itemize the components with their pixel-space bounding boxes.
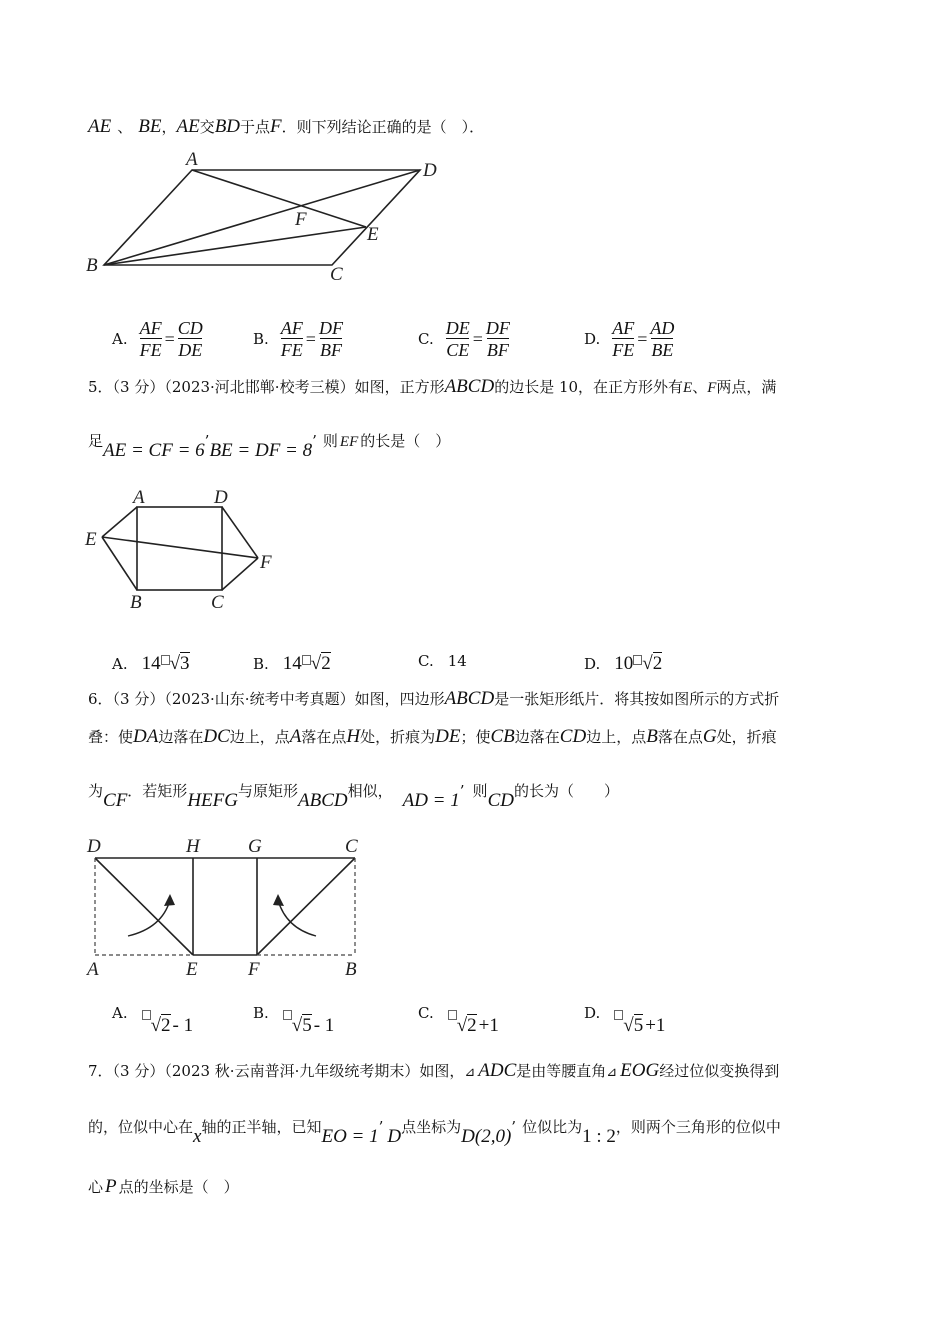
q4-option-a-label: A. xyxy=(112,330,128,348)
q4-label-b: B xyxy=(86,255,98,276)
q5-d-rad: 2 xyxy=(652,653,663,674)
q4-yudian: 于点 xyxy=(240,118,271,136)
q5-e: E xyxy=(683,380,693,396)
q5-a-coef: 14 xyxy=(141,653,161,674)
q6-fold-de xyxy=(95,858,193,955)
q6-d-root-icon: √ xyxy=(623,1015,634,1036)
q6-yu: 与原矩形 xyxy=(237,782,298,800)
q5-sep: 、 xyxy=(692,378,708,396)
q4-line-be xyxy=(104,227,366,265)
q6-line2-seg: G xyxy=(702,726,717,747)
q5-b-rad: 2 xyxy=(321,653,331,674)
q6-line2 xyxy=(88,726,777,748)
q6-line2-seg: 叠：使 xyxy=(88,728,134,746)
q5-zu: 足 xyxy=(88,432,104,450)
q6-abcd2: ABCD xyxy=(297,790,348,811)
q5-option-a[interactable] xyxy=(112,652,190,675)
q4-d-frac2: $\frac{AD}{BE}$ xyxy=(650,318,675,360)
q6-c-tail: +1 xyxy=(478,1015,499,1036)
q5-option-d[interactable] xyxy=(584,652,662,675)
q6-cf: CF xyxy=(103,790,128,811)
q6-line1-b: 是一张矩形纸片．将其按如图所示的方式折 xyxy=(494,690,780,708)
q5-option-d-label: D. xyxy=(584,655,601,673)
q4-a-eq: = xyxy=(164,328,175,349)
q6-d-missing-glyph-icon xyxy=(614,1010,623,1020)
q5-comma: ’ xyxy=(204,432,210,450)
q7-triangle-icon: ⊿ xyxy=(464,1064,476,1079)
q6-d-tail: +1 xyxy=(645,1015,666,1036)
q6-arrow-left-icon xyxy=(128,900,170,936)
q6-option-b-label: B. xyxy=(253,1004,269,1022)
q6-line2-seg: ；使 xyxy=(460,728,491,746)
q5-text2: 的边长是 10，在正方形外有 xyxy=(494,378,684,396)
q7-eo: EO = 1 xyxy=(321,1126,379,1147)
q4-label-e: E xyxy=(367,224,379,245)
q6-ze: 则 xyxy=(472,782,488,800)
q6-label-e: E xyxy=(186,959,198,980)
q4-d-frac1: $\frac{AF}{FE}$ xyxy=(612,318,635,360)
q5-line2 xyxy=(88,430,451,461)
q5-a-missing-glyph-icon xyxy=(161,655,170,665)
q5-line-cf xyxy=(222,558,258,590)
q7-comma2: ’ xyxy=(511,1118,517,1136)
q6-c-missing-glyph-icon xyxy=(448,1010,457,1020)
q6-a-tail: - 1 xyxy=(172,1015,194,1036)
q5-label-a: A xyxy=(133,487,145,508)
q6-ad: AD = 1 xyxy=(402,790,460,811)
q6-line2-seg: 处，折痕 xyxy=(716,728,777,746)
q6-line2-seg: 边落在 xyxy=(514,728,560,746)
q6-xiangsi: 相似， xyxy=(347,782,393,800)
q4-line-bd xyxy=(104,170,420,265)
q6-line2-seg: H xyxy=(346,726,361,747)
q5-cond2: BE = DF = 8 xyxy=(209,440,313,461)
q4-jiao: 交 xyxy=(199,118,215,136)
q5-square xyxy=(137,507,222,590)
q6-option-d[interactable] xyxy=(584,1004,666,1036)
q4-label-c: C xyxy=(330,264,343,285)
q7-ratio: 1 : 2 xyxy=(582,1126,616,1147)
q6-figure xyxy=(80,832,380,984)
q5-cond1: AE = CF = 6 xyxy=(103,440,205,461)
q4-ae2: AE xyxy=(176,116,200,137)
q6-cd: CD xyxy=(487,790,514,811)
q6-hefg: HEFG xyxy=(187,790,238,811)
q5-option-a-label: A. xyxy=(112,655,128,673)
q4-a-frac2: $\frac{CD}{DE}$ xyxy=(177,318,203,360)
q6-line2-seg: 落在点 xyxy=(657,728,703,746)
q6-line2-seg: DA xyxy=(133,726,159,747)
q6-b-missing-glyph-icon xyxy=(283,1010,292,1020)
q6-line2-seg: CD xyxy=(559,726,587,747)
q5-abcd: ABCD xyxy=(444,376,495,397)
q4-b-frac2: $\frac{DF}{BF}$ xyxy=(318,318,343,360)
q4-sep: 、 xyxy=(117,118,133,136)
q6-a-missing-glyph-icon xyxy=(142,1010,151,1020)
q4-c-eq: = xyxy=(472,328,483,349)
q5-text4: 则 xyxy=(322,432,338,450)
q4-option-a[interactable] xyxy=(112,318,203,360)
q5-line-ea xyxy=(102,507,137,537)
q6-option-a[interactable] xyxy=(112,1004,194,1036)
q6-fold-cf xyxy=(257,858,355,955)
q5-a-root-icon: √ xyxy=(169,653,181,674)
q6-wei: 为 xyxy=(88,782,104,800)
q6-option-a-label: A. xyxy=(112,1004,128,1022)
q6-line2-seg: 边落在 xyxy=(158,728,204,746)
q5-b-coef: 14 xyxy=(282,653,302,674)
q5-line1 xyxy=(88,376,776,398)
q5-label-e: E xyxy=(85,529,97,550)
q6-line2-seg: 边上，点 xyxy=(586,728,647,746)
q6-label-d: D xyxy=(87,836,101,857)
q6-line2-seg: DC xyxy=(203,726,230,747)
q7-line2 xyxy=(88,1116,781,1147)
q7-triangle2-icon: ⊿ xyxy=(606,1064,618,1079)
q7-line1-c: 经过位似变换得到 xyxy=(659,1062,780,1080)
q6-b-root-icon: √ xyxy=(291,1015,303,1036)
q5-line-ef xyxy=(102,537,258,558)
q5-d-coef: 10 xyxy=(614,653,634,674)
q7-ask: 点的坐标是（ ） xyxy=(118,1178,239,1196)
q5-a-rad: 3 xyxy=(180,653,190,674)
q6-label-a: A xyxy=(87,959,99,980)
q6-c-rad: 2 xyxy=(467,1015,477,1036)
q6-option-c-label: C. xyxy=(418,1004,434,1022)
q5-option-b[interactable] xyxy=(253,652,331,675)
q6-line3 xyxy=(88,780,619,811)
q6-ask: 的长为（ ） xyxy=(513,782,619,800)
q6-arrowhead-right-icon xyxy=(273,894,284,906)
q4-ae: AE xyxy=(88,116,112,137)
q6-line2-seg: B xyxy=(646,726,658,747)
q4-ask: ．则下列结论正确的是（ ）． xyxy=(281,118,485,136)
q4-c-frac2: $\frac{DF}{BF}$ xyxy=(485,318,510,360)
q5-label-d: D xyxy=(214,487,228,508)
q4-b-frac1: $\frac{AF}{FE}$ xyxy=(280,318,303,360)
q6-c-root-icon: √ xyxy=(456,1015,468,1036)
q4-a-frac1: $\frac{AF}{FE}$ xyxy=(139,318,162,360)
q4-d-eq: = xyxy=(637,328,648,349)
q7-line3 xyxy=(88,1176,239,1198)
q7-adc: ADC xyxy=(478,1060,517,1081)
q4-label-d: D xyxy=(423,160,437,181)
q5-figure xyxy=(80,485,290,615)
q5-f: F xyxy=(707,380,717,396)
q6-label-c: C xyxy=(345,836,358,857)
q6-label-f: F xyxy=(248,959,260,980)
q7-comma: ’ xyxy=(378,1118,384,1136)
q6-option-d-label: D. xyxy=(584,1004,601,1022)
q5-b-missing-glyph-icon xyxy=(302,655,311,665)
q4-bd: BD xyxy=(214,116,241,137)
q6-line2-seg: 处，折痕为 xyxy=(360,728,436,746)
q5-b-root-icon: √ xyxy=(310,653,322,674)
q7-xin: 心 xyxy=(88,1178,104,1196)
q4-b-eq: = xyxy=(305,328,316,349)
q4-line-ae xyxy=(192,170,366,227)
q4-option-c[interactable] xyxy=(418,318,510,360)
q7-line2-a: 的，位似中心在 xyxy=(88,1118,194,1136)
q6-d-rad: 5 xyxy=(633,1015,644,1036)
q6-ruo: ．若矩形 xyxy=(127,782,188,800)
q7-line2-c: 点坐标为 xyxy=(401,1118,462,1136)
q4-comma: ， xyxy=(161,118,177,136)
q6-option-b[interactable] xyxy=(253,1004,335,1036)
q4-label-f: F xyxy=(295,209,307,230)
q5-d-missing-glyph-icon xyxy=(633,655,642,665)
q4-option-c-label: C. xyxy=(418,330,434,348)
q6-head: 6．（3 分）（2023·山东·统考中考真题）如图，四边形 xyxy=(88,690,445,708)
q5-option-c-label: C. xyxy=(418,652,434,670)
q4-f: F xyxy=(270,116,282,137)
q6-arrowhead-left-icon xyxy=(164,894,175,906)
q6-option-c[interactable] xyxy=(418,1004,499,1036)
q5-comma2: ’ xyxy=(312,432,317,450)
q6-line2-seg: 边上，点 xyxy=(229,728,290,746)
q5-text3: 两点，满 xyxy=(716,378,777,396)
q7-x: x xyxy=(193,1126,202,1147)
q5-text5: 的长是（ ） xyxy=(360,432,451,450)
q5-ef: EF xyxy=(339,434,359,450)
q7-line2-b: 轴的正半轴，已知 xyxy=(201,1118,322,1136)
q6-a-rad: 2 xyxy=(161,1015,171,1036)
q6-line2-seg: A xyxy=(289,726,302,747)
q4-be: BE xyxy=(138,116,162,137)
q6-label-h: H xyxy=(186,836,200,857)
q5-label-f: F xyxy=(260,552,272,573)
q6-comma: ’ xyxy=(459,782,465,800)
q7-line2-d: 位似比为 xyxy=(522,1118,583,1136)
q7-dcoord: D(2,0) xyxy=(461,1126,512,1147)
q5-label-b: B xyxy=(130,592,142,613)
q5-c-coef: 14 xyxy=(447,652,467,670)
q4-option-b[interactable] xyxy=(253,318,343,360)
q6-line1 xyxy=(88,688,779,710)
q7-line1 xyxy=(88,1060,779,1082)
q5-line-eb xyxy=(102,537,137,590)
q6-abcd: ABCD xyxy=(444,688,495,709)
q6-label-g: G xyxy=(248,836,262,857)
q6-b-rad: 5 xyxy=(302,1015,312,1036)
q6-line2-seg: DE xyxy=(435,726,461,747)
q7-d: D xyxy=(387,1126,402,1147)
q5-d-root-icon: √ xyxy=(642,653,653,674)
q5-option-c[interactable] xyxy=(418,652,467,670)
q5-head: 5．（3 分）（2023·河北邯郸·校考三模）如图，正方形 xyxy=(88,378,445,396)
q4-option-b-label: B. xyxy=(253,330,269,348)
q6-a-root-icon: √ xyxy=(150,1015,162,1036)
q4-option-d[interactable] xyxy=(584,318,674,360)
q5-option-b-label: B. xyxy=(253,655,269,673)
q6-line2-seg: CB xyxy=(490,726,515,747)
q5-line-df xyxy=(222,507,258,558)
q7-eog: EOG xyxy=(620,1060,660,1081)
q6-line2-seg: 落在点 xyxy=(301,728,347,746)
q5-label-c: C xyxy=(211,592,224,613)
q4-c-frac1: $\frac{DE}{CE}$ xyxy=(445,318,470,360)
q7-p: P xyxy=(105,1176,117,1197)
q7-line2-e: ，则两个三角形的位似中 xyxy=(615,1118,781,1136)
q4-stem xyxy=(88,116,484,138)
q4-figure xyxy=(80,145,460,285)
q4-label-a: A xyxy=(186,149,198,170)
q7-line1-b: 是由等腰直角 xyxy=(516,1062,607,1080)
q7-head: 7．（3 分）（2023 秋·云南普洱·九年级统考期末）如图， xyxy=(88,1062,465,1080)
q6-b-tail: - 1 xyxy=(313,1015,335,1036)
q4-option-d-label: D. xyxy=(584,330,601,348)
q6-label-b: B xyxy=(345,959,357,980)
